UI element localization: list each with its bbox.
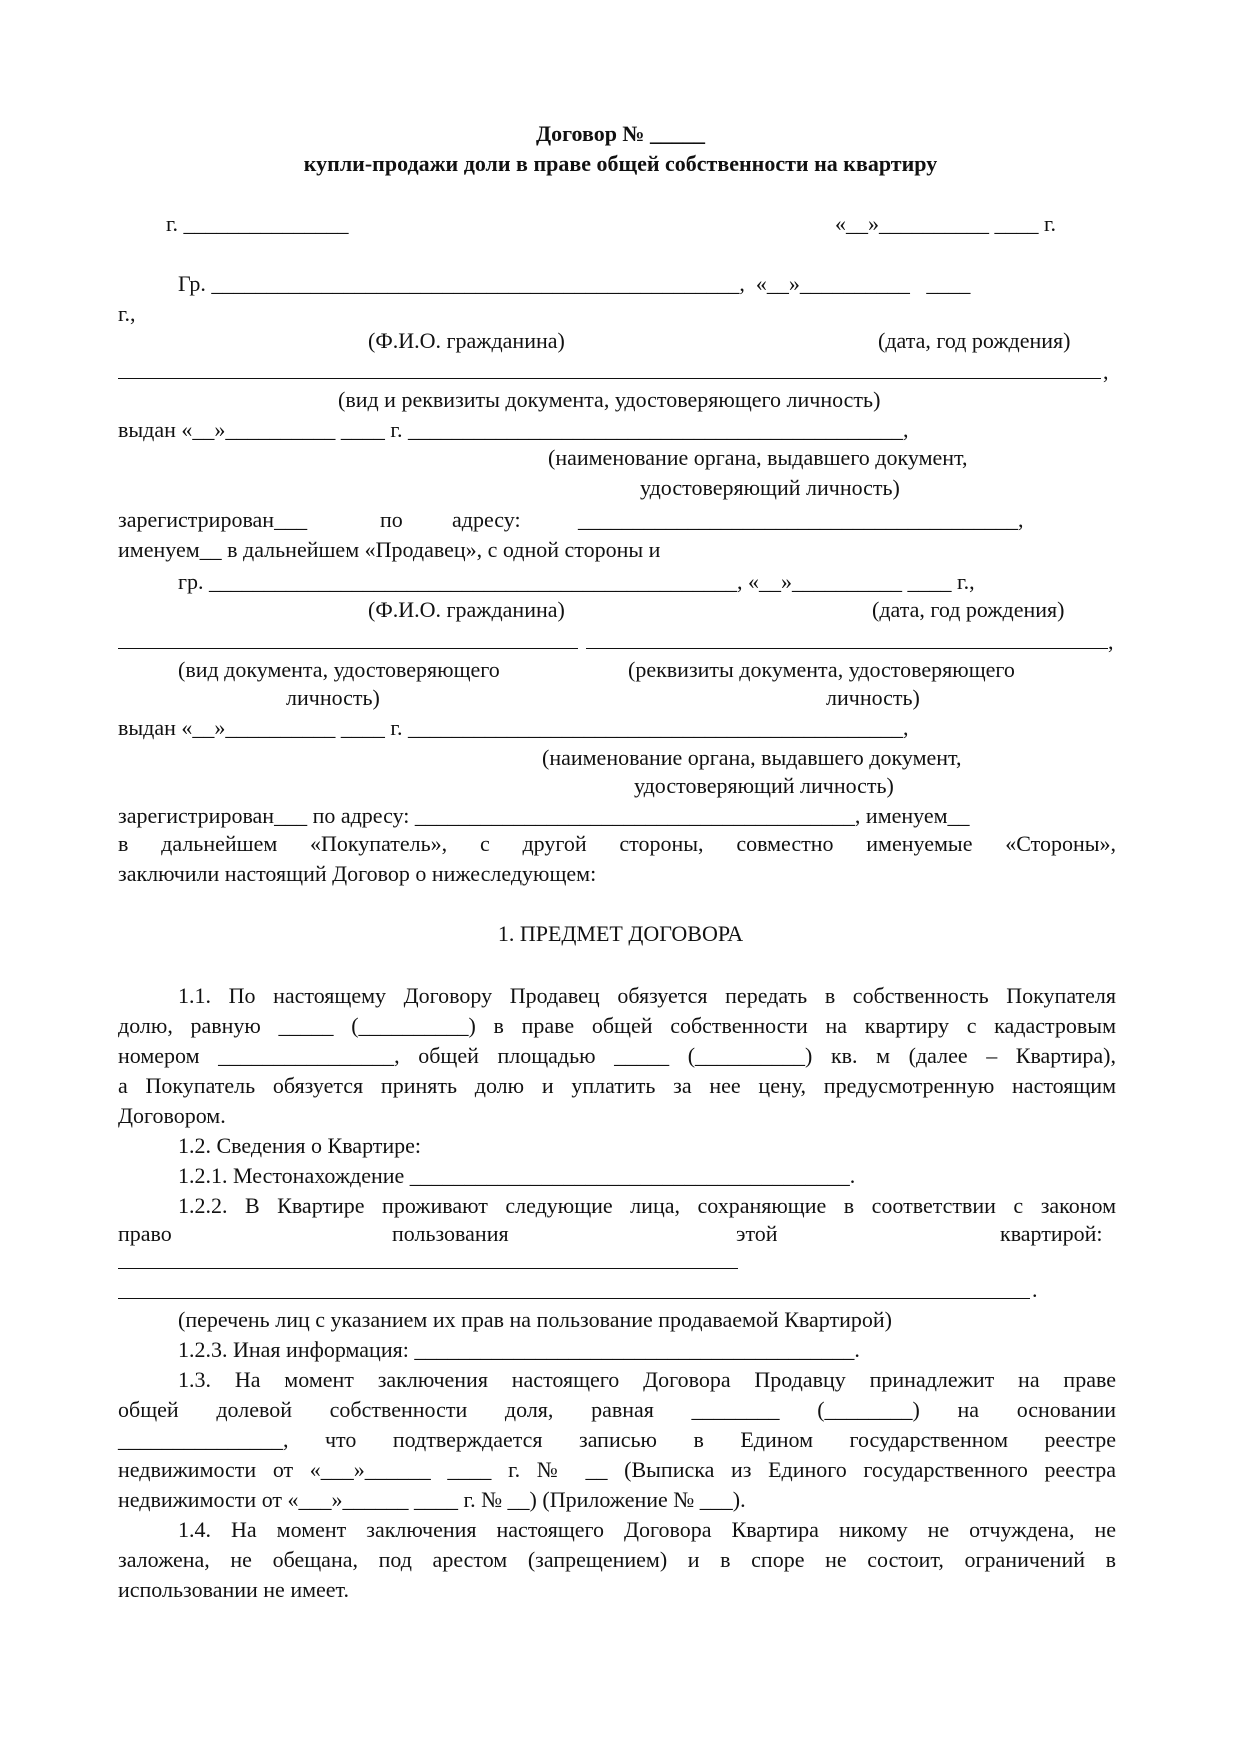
buyer-document-details-blank (586, 648, 1108, 649)
seller-document-comma: , (1103, 359, 1109, 384)
buyer-document-type-blank (118, 648, 578, 649)
clause-1-2-2-word-kvartiroy: квартирой: (1000, 1221, 1103, 1246)
clause-1-4-line-1: 1.4. На момент заключения настоящего Договора Квартира никому не отчуждена, не (178, 1517, 1116, 1542)
seller-name-line: Гр. ________________________________________________, «__»__________ ____ (178, 271, 971, 296)
seller-named-line: именуем__ в дальнейшем «Продавец», с одной стороны и (118, 537, 661, 562)
seller-registration-address-label: адресу: (452, 507, 521, 532)
buyer-fio-caption: (Ф.И.О. гражданина) (368, 597, 565, 622)
buyer-document-details-caption-1: (реквизиты документа, удостоверяющего (628, 657, 1015, 682)
buyer-issuer-caption-2: удостоверяющий личность) (634, 773, 894, 798)
clause-1-2-2-word-polzovaniya: пользования (392, 1221, 509, 1246)
clause-1-4-line-2: заложена, не обещана, под арестом (запрещением) и в споре не состоит, ограничений в (118, 1547, 1116, 1572)
clause-1-3-line-3: _______________, что подтверждается записью в Едином государственном реестре (118, 1427, 1116, 1452)
buyer-issuer-caption-1: (наименование органа, выдавшего документ, (542, 745, 962, 770)
clause-1-1-line-2: долю, равную _____ (__________) в праве общей собственности на квартиру с кадастровым (118, 1013, 1116, 1038)
buyer-document-type-caption-1: (вид документа, удостоверяющего (178, 657, 500, 682)
buyer-document-details-caption-2: личность) (826, 685, 920, 710)
clause-1-2-1: 1.2.1. Местонахождение ________________________________________. (178, 1163, 856, 1188)
city-line: г. _______________ (166, 211, 349, 236)
section-1-heading: 1. ПРЕДМЕТ ДОГОВОРА (497, 921, 744, 946)
buyer-issued-line: выдан «__»__________ ____ г. _____________________________________________, (118, 715, 909, 740)
seller-issuer-caption-2: удостоверяющий личность) (640, 475, 900, 500)
buyer-name-line: гр. ________________________________________________, «__»__________ ____ г., (178, 569, 975, 594)
clause-1-2-heading: 1.2. Сведения о Квартире: (178, 1133, 422, 1158)
clause-1-1-line-1: 1.1. По настоящему Договору Продавец обязуется передать в собственность Покупателя (178, 983, 1116, 1008)
clause-1-1-line-5: Договором. (118, 1103, 226, 1128)
seller-birth-caption: (дата, год рождения) (878, 328, 1071, 353)
concluded-line: заключили настоящий Договор о нижеследующем: (118, 861, 597, 886)
seller-issuer-caption-1: (наименование органа, выдавшего документ, (548, 445, 968, 470)
seller-registration-label: зарегистрирован___ (118, 507, 308, 532)
seller-document-blank (118, 378, 1101, 379)
buyer-named-line: в дальнейшем «Покупатель», с другой стороны, совместно именуемые «Стороны», (118, 831, 1116, 856)
persons-blank-period: . (1032, 1277, 1038, 1302)
clause-1-4-line-3: использовании не имеет. (118, 1577, 349, 1602)
seller-fio-caption: (Ф.И.О. гражданина) (368, 328, 565, 353)
clause-1-3-line-1: 1.3. На момент заключения настоящего Договора Продавцу принадлежит на праве (178, 1367, 1116, 1392)
contract-subtitle: купли-продажи доли в праве общей собственности на квартиру (303, 151, 938, 176)
clause-1-2-2-line-1: 1.2.2. В Квартире проживают следующие лица, сохраняющие в соответствии с законом (178, 1193, 1116, 1218)
seller-year-continuation: г., (118, 301, 136, 326)
clause-1-1-line-4: а Покупатель обязуется принять долю и уплатить за нее цену, предусмотренную настоящим (118, 1073, 1116, 1098)
clause-1-2-2-word-etoy: этой (736, 1221, 778, 1246)
clause-1-2-2-word-pravo: право (118, 1221, 172, 1246)
buyer-document-type-caption-2: личность) (286, 685, 380, 710)
clause-1-3-line-4: недвижимости от «___»______ ____ г. № __ (Выписка из Единого государственного реестра (118, 1457, 1116, 1482)
buyer-document-comma: , (1108, 629, 1114, 654)
persons-blank-2 (118, 1298, 1030, 1299)
contract-title: Договор № _____ (535, 121, 706, 146)
date-line: «__»__________ ____ г. (835, 211, 1057, 236)
persons-caption: (перечень лиц с указанием их прав на пользование продаваемой Квартирой) (178, 1307, 892, 1332)
clause-1-2-3: 1.2.3. Иная информация: ________________________________________. (178, 1337, 860, 1362)
buyer-registration-line: зарегистрирован___ по адресу: ________________________________________, именуем__ (118, 803, 970, 828)
buyer-birth-caption: (дата, год рождения) (872, 597, 1065, 622)
seller-issued-line: выдан «__»__________ ____ г. _____________________________________________, (118, 417, 909, 442)
seller-document-caption: (вид и реквизиты документа, удостоверяющего личность) (338, 387, 881, 412)
seller-registration-by: по (380, 507, 403, 532)
clause-1-1-line-3: номером ________________, общей площадью _____ (__________) кв. м (далее – Квартира), (118, 1043, 1116, 1068)
persons-blank-1 (118, 1268, 738, 1269)
clause-1-3-line-2: общей долевой собственности доля, равная ________ (________) на основании (118, 1397, 1116, 1422)
clause-1-3-line-5: недвижимости от «___»______ ____ г. № __) (Приложение № ___). (118, 1487, 746, 1512)
seller-registration-address-blank: ________________________________________, (578, 507, 1024, 532)
